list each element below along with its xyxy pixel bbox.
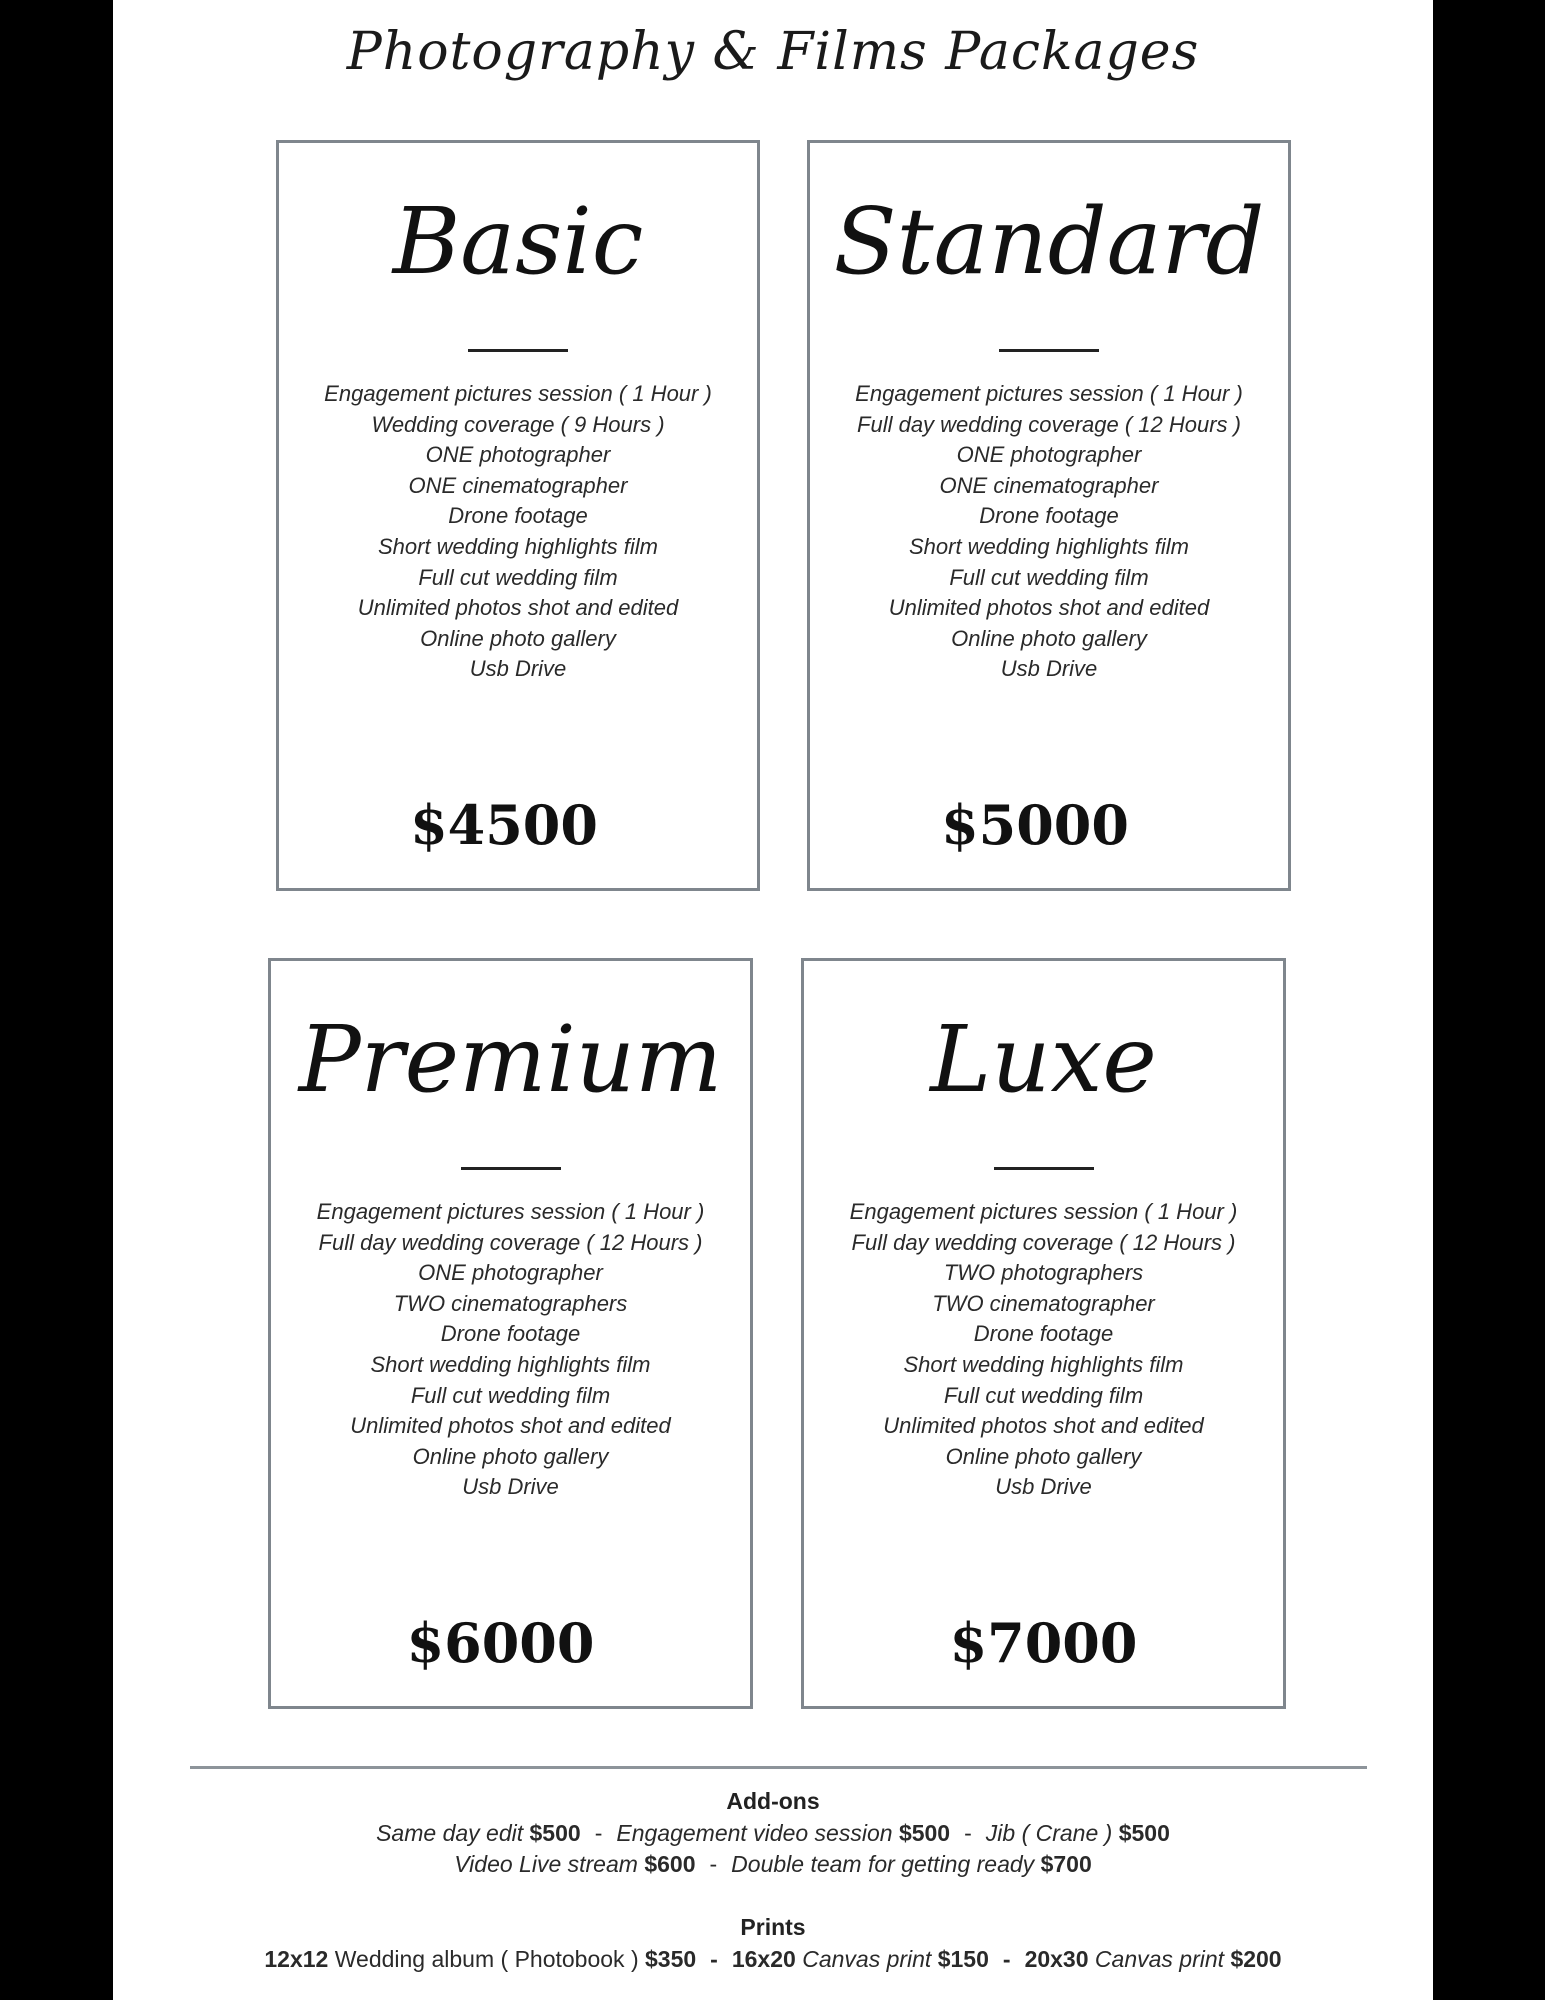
- title-underline: [999, 349, 1099, 352]
- addon-label: Video Live stream: [454, 1851, 638, 1877]
- feature-item: Wedding coverage ( 9 Hours ): [371, 411, 665, 437]
- package-card-luxe: [801, 958, 1286, 1709]
- feature-item: Engagement pictures session ( 1 Hour ): [855, 381, 1243, 406]
- print-size: 16x20: [731, 1946, 796, 1972]
- feature-item: Short wedding highlights film: [903, 1351, 1184, 1377]
- addons-line-1: [113, 1820, 1433, 1847]
- package-price: $5000: [941, 793, 1129, 857]
- package-name: Standard: [833, 188, 1265, 295]
- feature-item: Online photo gallery: [412, 1443, 609, 1469]
- title-underline: [468, 349, 568, 352]
- feature-item: Usb Drive: [462, 1474, 559, 1500]
- print-label: Wedding album ( Photobook ): [334, 1946, 639, 1972]
- package-card-basic: [276, 140, 760, 891]
- print-price: $350: [645, 1946, 697, 1972]
- prints-line: [113, 1946, 1433, 1973]
- addon-label: Jib ( Crane ): [985, 1820, 1113, 1846]
- feature-list: [810, 379, 1288, 685]
- print-size: 12x12: [264, 1946, 329, 1972]
- feature-item: Drone footage: [440, 1321, 581, 1347]
- package-price: $4500: [410, 793, 598, 857]
- separator: -: [964, 1820, 972, 1846]
- feature-item: Online photo gallery: [420, 625, 616, 651]
- feature-item: Full day wedding coverage ( 12 Hours ): [851, 1229, 1236, 1255]
- feature-list: [271, 1197, 750, 1503]
- feature-item: Full day wedding coverage ( 12 Hours ): [857, 411, 1241, 437]
- addons-line-2: [113, 1851, 1433, 1878]
- feature-item: Online photo gallery: [951, 625, 1147, 651]
- feature-item: Usb Drive: [469, 656, 567, 682]
- feature-item: Full cut wedding film: [410, 1382, 611, 1408]
- separator: -: [594, 1820, 603, 1846]
- addon-price: $500: [529, 1820, 581, 1846]
- addon-label: Same day edit: [376, 1820, 524, 1846]
- print-price: $200: [1230, 1946, 1282, 1972]
- title-underline: [994, 1167, 1094, 1170]
- feature-item: Short wedding highlights film: [908, 533, 1190, 559]
- package-card-standard: [807, 140, 1291, 891]
- package-name: Luxe: [930, 1006, 1157, 1113]
- feature-item: Engagement pictures session ( 1 Hour ): [324, 381, 712, 406]
- feature-item: Drone footage: [973, 1321, 1114, 1347]
- feature-item: Usb Drive: [1000, 656, 1098, 682]
- addon-label: Engagement video session: [616, 1820, 893, 1846]
- feature-item: Usb Drive: [995, 1474, 1092, 1500]
- feature-item: ONE photographer: [418, 1260, 603, 1286]
- feature-item: TWO photographers: [943, 1260, 1144, 1286]
- addon-price: $500: [1118, 1820, 1170, 1846]
- feature-item: Drone footage: [979, 503, 1119, 529]
- feature-item: ONE photographer: [425, 442, 611, 468]
- package-price: $6000: [406, 1611, 595, 1675]
- separator: -: [709, 1851, 718, 1877]
- feature-item: TWO cinematographer: [932, 1290, 1155, 1316]
- addon-price: $600: [644, 1851, 696, 1877]
- feature-item: ONE cinematographer: [939, 472, 1159, 498]
- feature-item: Unlimited photos shot and edited: [350, 1413, 671, 1439]
- addon-label: Double team for getting ready: [731, 1851, 1035, 1877]
- section-divider: [190, 1766, 1367, 1769]
- package-name: Premium: [298, 1006, 723, 1113]
- print-label: Canvas print: [802, 1946, 932, 1972]
- feature-item: Unlimited photos shot and edited: [357, 595, 679, 621]
- page-title: Photography & Films Packages: [346, 22, 1200, 82]
- addon-price: $500: [898, 1820, 951, 1846]
- addons-title: Add-ons: [726, 1788, 820, 1814]
- title-underline: [461, 1167, 561, 1170]
- feature-item: Full cut wedding film: [949, 564, 1149, 590]
- print-price: $150: [937, 1946, 989, 1972]
- feature-item: Short wedding highlights film: [377, 533, 659, 559]
- feature-item: ONE cinematographer: [408, 472, 628, 498]
- print-size: 20x30: [1024, 1946, 1089, 1972]
- feature-item: Unlimited photos shot and edited: [883, 1413, 1204, 1439]
- feature-item: TWO cinematographers: [393, 1290, 628, 1316]
- price-sheet: [113, 0, 1433, 2000]
- feature-item: Full cut wedding film: [943, 1382, 1144, 1408]
- separator: -: [710, 1946, 718, 1972]
- feature-list: [279, 379, 757, 685]
- package-name: Basic: [392, 188, 644, 295]
- package-price: $7000: [949, 1611, 1138, 1675]
- feature-item: Short wedding highlights film: [370, 1351, 651, 1377]
- print-label: Canvas print: [1094, 1946, 1225, 1972]
- feature-item: Full cut wedding film: [418, 564, 618, 590]
- feature-item: Drone footage: [448, 503, 588, 529]
- prints-title: Prints: [740, 1914, 806, 1940]
- feature-item: ONE photographer: [956, 442, 1142, 468]
- feature-item: Engagement pictures session ( 1 Hour ): [316, 1199, 705, 1224]
- package-card-premium: [268, 958, 753, 1709]
- feature-item: Full day wedding coverage ( 12 Hours ): [318, 1229, 703, 1255]
- feature-list: [804, 1197, 1283, 1503]
- addon-price: $700: [1040, 1851, 1092, 1877]
- feature-item: Online photo gallery: [945, 1443, 1142, 1469]
- feature-item: Engagement pictures session ( 1 Hour ): [849, 1199, 1238, 1224]
- separator: -: [1002, 1946, 1011, 1972]
- feature-item: Unlimited photos shot and edited: [888, 595, 1210, 621]
